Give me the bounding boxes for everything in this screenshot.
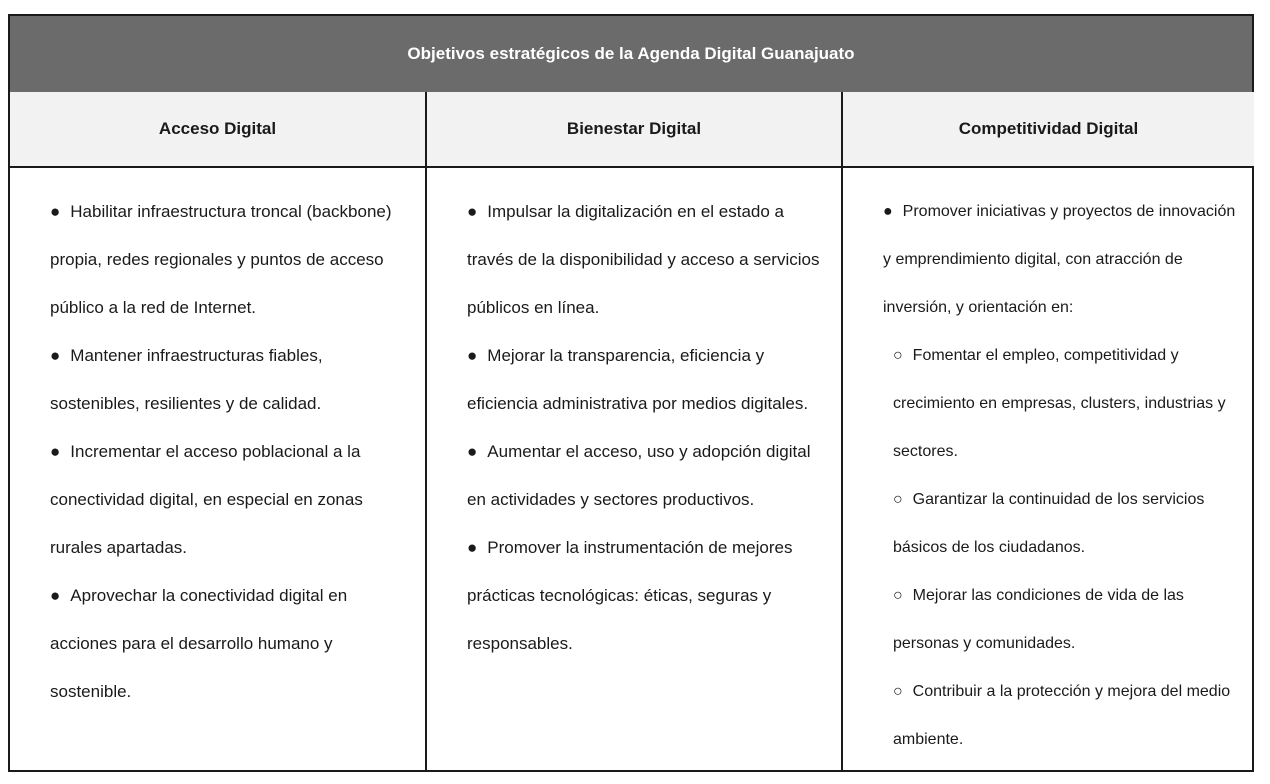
hollow-bullet-icon: ○ [893,491,903,508]
column-acceso-digital [10,92,425,770]
column-body [843,168,1254,764]
sub-list-item: ○ Garantizar la continuidad de los servicios básicos de los ciudadanos. [893,491,1205,556]
bullet-icon: ● [467,442,478,461]
hollow-bullet-icon: ○ [893,347,903,364]
objectives-table [8,14,1254,772]
table-title-row [10,16,1252,94]
bullet-icon: ● [467,538,478,557]
bullet-icon: ● [50,442,61,461]
column-body [10,168,425,716]
hollow-bullet-icon: ○ [893,683,903,700]
sub-list-item: ○ Contribuir a la protección y mejora del medio ambiente. [893,683,1231,748]
list-item: ● Habilitar infraestructura troncal (backbone) propia, redes regionales y puntos de acceso público a la red de Internet. [50,202,392,317]
list-item: ● Aprovechar la conectividad digital en acciones para el desarrollo humano y sostenible. [50,586,348,701]
column-header: Competitividad Digital [843,92,1254,168]
list-item: ● Promover iniciativas y proyectos de innovación y emprendimiento digital, con atracción de inversión, y orientación en: [883,203,1236,316]
list-item: ● Mejorar la transparencia, eficiencia y eficiencia administrativa por medios digitales. [467,346,809,413]
list-item: ● Incrementar el acceso poblacional a la conectividad digital, en especial en zonas rurales apartadas. [50,442,363,557]
column-header: Bienestar Digital [427,92,841,168]
bullet-icon: ● [467,202,478,221]
sub-list-item: ○ Fomentar el empleo, competitividad y crecimiento en empresas, clusters, industrias y sectores. [893,347,1226,460]
column-competitividad-digital [841,92,1254,770]
table-title: Objetivos estratégicos de la Agenda Digital Guanajuato [407,44,855,63]
bullet-icon: ● [50,202,61,221]
list-item: ● Mantener infraestructuras fiables, sostenibles, resilientes y de calidad. [50,346,323,413]
sub-list-item: ○ Mejorar las condiciones de vida de las personas y comunidades. [893,587,1184,652]
column-body [427,168,841,668]
bullet-icon: ● [883,203,893,220]
list-item: ● Aumentar el acceso, uso y adopción digital en actividades y sectores productivos. [467,442,811,509]
column-bienestar-digital [425,92,841,770]
bullet-icon: ● [50,586,61,605]
list-item: ● Promover la instrumentación de mejores prácticas tecnológicas: éticas, seguras y responsables. [467,538,793,653]
hollow-bullet-icon: ○ [893,587,903,604]
bullet-icon: ● [467,346,478,365]
list-item: ● Impulsar la digitalización en el estado a través de la disponibilidad y acceso a servicios públicos en línea. [467,202,820,317]
column-header: Acceso Digital [10,92,425,168]
bullet-icon: ● [50,346,61,365]
